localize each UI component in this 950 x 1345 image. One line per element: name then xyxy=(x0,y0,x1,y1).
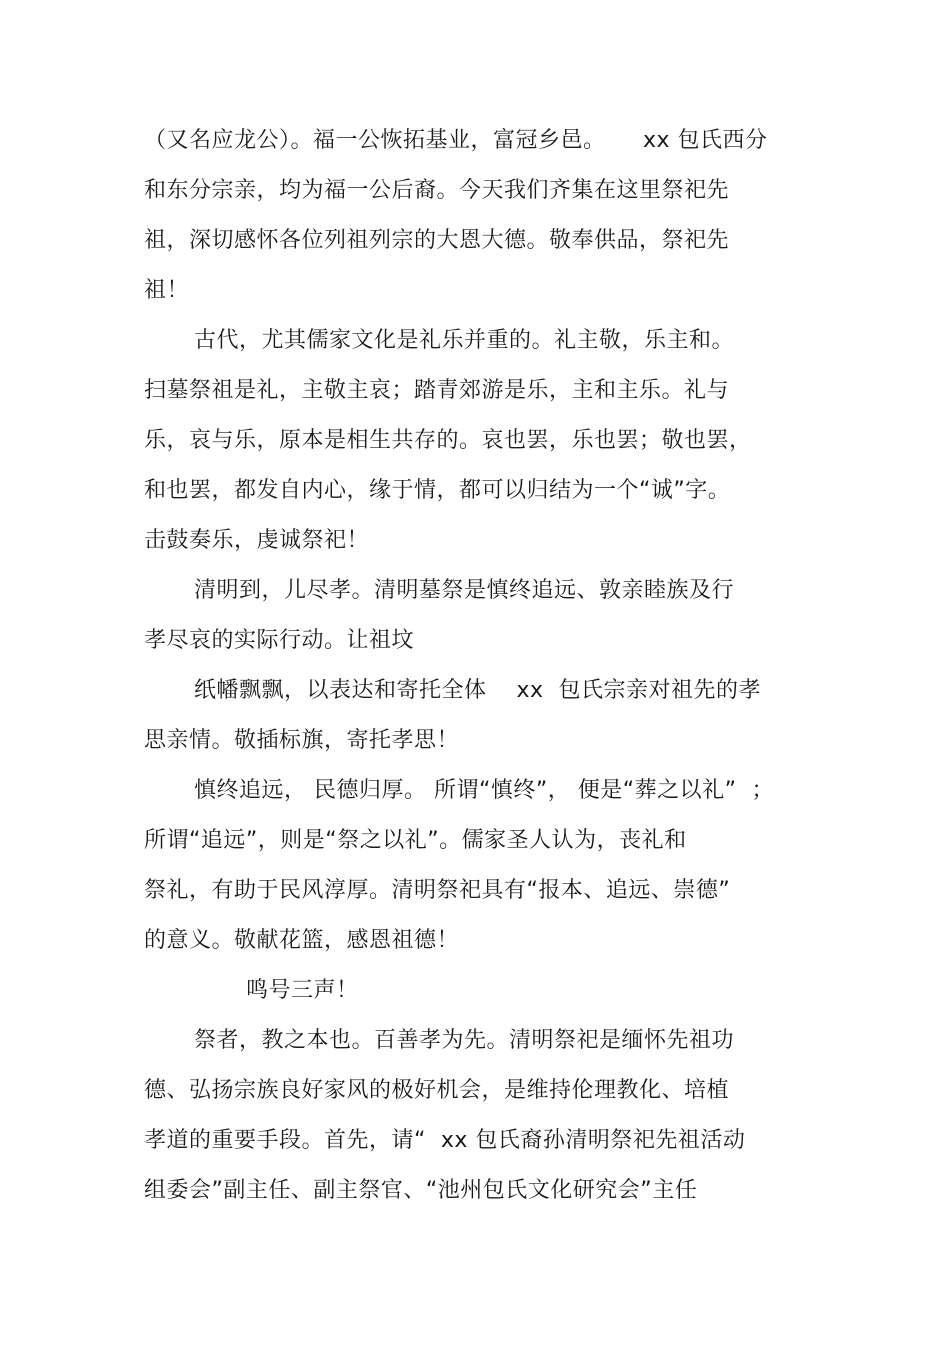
text-line: 和也罢，都发自内心，缘于情，都可以归结为一个“诚”字。 xyxy=(144,478,731,503)
text-line: 扫墓祭祖是礼，主敬主哀；踏青郊游是乐，主和主乐。礼与 xyxy=(144,378,730,403)
text-line: 祭礼，有助于民风淳厚。清明祭祀具有“报本、追远、崇德” xyxy=(144,878,731,903)
text-line: 的意义。敬献花篮，感恩祖德！ xyxy=(144,928,460,953)
text-line: 祖！ xyxy=(144,278,190,303)
text-line: 德、弘扬宗族良好家风的极好机会，是维持伦理教化、培植 xyxy=(144,1078,730,1103)
text-line: 祭者，教之本也。百善孝为先。清明祭祀是缅怀先祖功 xyxy=(194,1028,735,1053)
text-line: 和东分宗亲，均为福一公后裔。今天我们齐集在这里祭祀先 xyxy=(144,178,730,203)
text-line: 孝道的重要手段。首先，请“ xx 包氏裔孙清明祭祀先祖活动 xyxy=(144,1128,746,1153)
text-line: 古代，尤其儒家文化是礼乐并重的。礼主敬，乐主和。 xyxy=(194,328,735,353)
text-line: 乐，哀与乐，原本是相生共存的。哀也罢，乐也罢；敬也罢， xyxy=(144,428,752,453)
text-line: 纸幡飘飘，以表达和寄托全体 xx 包氏宗亲对祖先的孝 xyxy=(194,678,761,703)
text-line: 清明到，儿尽孝。清明墓祭是慎终追远、敦亲睦族及行 xyxy=(194,578,735,603)
text-line: 孝尽哀的实际行动。让祖坟 xyxy=(144,628,415,653)
text-line: 慎终追远， 民德归厚。 所谓“慎终”， 便是“葬之以礼” ； xyxy=(194,778,775,803)
text-line: 所谓“追远”，则是“祭之以礼”。儒家圣人认为，丧礼和 xyxy=(144,828,687,853)
text-line: 祖，深切感怀各位列祖列宗的大恩大德。敬奉供品，祭祀先 xyxy=(144,228,730,253)
text-line: （又名应龙公）。福一公恢拓基业，富冠乡邑。 xx 包氏西分 xyxy=(144,128,768,153)
text-line: 组委会”副主任、副主祭官、“池州包氏文化研究会”主任 xyxy=(144,1178,698,1203)
text-line: 思亲情。敬插标旗，寄托孝思！ xyxy=(144,728,460,753)
text-line: 鸣号三声！ xyxy=(246,978,359,1003)
text-line: 击鼓奏乐，虔诚祭祀！ xyxy=(144,528,370,553)
